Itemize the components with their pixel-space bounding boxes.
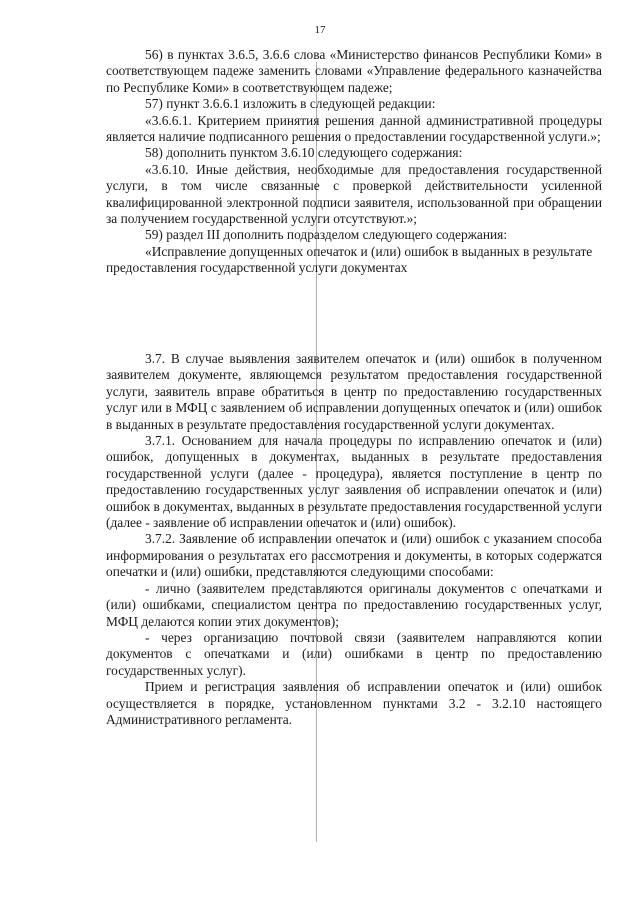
paragraph-3-7-2: 3.7.2. Заявление об исправлении опечаток и (или) ошибок с указанием способа информирования о результатах его рассмотрения и документы, в которых содержатся опечатки и (или) ошибки, представляются следующими способами: [106, 531, 602, 580]
paragraph-58: 58) дополнить пунктом 3.6.10 следующего содержания: [145, 145, 463, 161]
paragraph-3-7: 3.7. В случае выявления заявителем опечаток и (или) ошибок в полученном заявителем документе, являющемся результатом предоставления государственной услуги, заявитель вправе обратиться в центр по предоставлению государственных услуг или в МФЦ с заявлением об исправлении допущенных опечаток и (или) ошибок в выданных в результате предоставления государственной услуги документах. [106, 351, 602, 432]
paragraph-3-6-10: «3.6.10. Иные действия, необходимые для предоставления государственной услуги, в том числе связанные с проверкой действительности усиленной квалифицированной электронной подписи заявителя, использованной при обращении за получением государственной услуги отсутствуют.»; [106, 161, 602, 227]
paragraph-57: 57) пункт 3.6.6.1 изложить в следующей редакции: [145, 96, 436, 112]
list-item-by-post: - через организацию почтовой связи (заявителем направляются копии документов с опечатками и (или) ошибками в центр по предоставлению государственных услуг). [106, 629, 602, 678]
paragraph-reception: Прием и регистрация заявления об исправлении опечаток и (или) ошибок осуществляется в порядке, установленном пунктами 3.2 - 3.2.10 настоящего Административного регламента. [106, 679, 602, 727]
amendments-section [106, 47, 602, 277]
page-number: 17 [314, 24, 326, 36]
paragraph-59: 59) раздел III дополнить подразделом следующего содержания: [145, 227, 508, 243]
paragraph-3-7-1: 3.7.1. Основанием для начала процедуры по исправлению опечаток и (или) ошибок, допущенных в документах, выданных в результате предоставления государственной услуги (далее - процедура), является поступление в центр по предоставлению государственных услуг заявления об исправлении опечаток и (или) ошибок в документах, выданных в результате предоставления государственной услуги (далее - заявление об исправлении опечаток и (или) ошибок). [106, 433, 602, 531]
list-item-in-person: - лично (заявителем представляются оригиналы документов с опечатками и (или) ошибками, специалистом центра по предоставлению государственных услуг, МФЦ делаются копии этих документов); [106, 580, 602, 629]
section-3-7 [106, 351, 602, 728]
paragraph-56: 56) в пунктах 3.6.5, 3.6.6 слова «Министерство финансов Республики Коми» в соответствующем падеже заменить словами «Управление федерального казначейства по Республике Коми» в соответствующем падеже; [106, 47, 602, 95]
paragraph-3-6-6-1: «3.6.6.1. Критерием принятия решения данной административной процедуры является наличие подписанного решения о предоставлении государственной услуги.»; [106, 112, 602, 145]
subsection-heading: «Исправление допущенных опечаток и (или) ошибок в выданных в результате предоставления государственной услуги документах [106, 243, 593, 276]
